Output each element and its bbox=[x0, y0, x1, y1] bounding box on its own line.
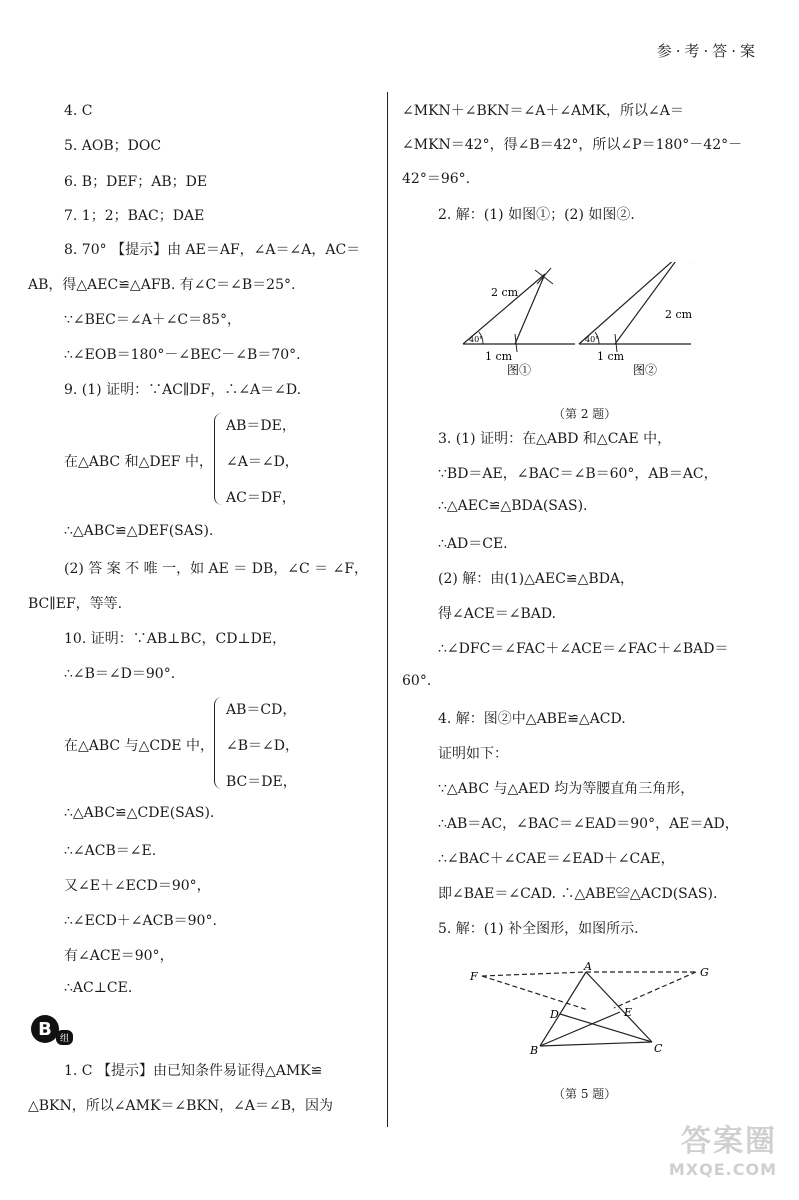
b-answer-3-line5: (2) 解：由(1)△AEC≌△BDA， bbox=[438, 571, 635, 587]
b-answer-4-line5: ∴∠BAC＋∠CAE＝∠EAD＋∠CAE， bbox=[438, 851, 675, 867]
answer-10-line4: ∴∠ACB＝∠E. bbox=[64, 843, 157, 859]
length-label-1cm: 1 cm bbox=[485, 350, 513, 363]
b-answer-3-line4: ∴AD＝CE. bbox=[438, 536, 508, 552]
answer-8-line3: ∵∠BEC＝∠A＋∠C＝85°， bbox=[64, 312, 241, 328]
answer-10-line8: ∴AC⊥CE. bbox=[64, 980, 133, 996]
point-C-label: C bbox=[654, 1042, 663, 1055]
answer-10-line1: 10. 证明：∵AB⊥BC，CD⊥DE， bbox=[64, 631, 287, 647]
b-answer-4-line3: ∵△ABC 与△AED 均为等腰直角三角形， bbox=[438, 781, 695, 797]
side-AB bbox=[540, 972, 586, 1046]
b-answer-1-line2: △BKN，所以∠AMK＝∠BKN，∠A＝∠B，因为 bbox=[28, 1098, 333, 1114]
answer-6: 6. B；DEF；AB；DE bbox=[64, 174, 208, 190]
point-E-label: E bbox=[624, 1006, 633, 1019]
ray-line bbox=[463, 274, 545, 344]
page-header: 参·考·答·案 bbox=[656, 42, 759, 60]
answer-8-line4: ∴∠EOB＝180°－∠BEC－∠B＝70°. bbox=[64, 347, 301, 363]
watermark-line2: MXQE.COM bbox=[668, 1160, 777, 1179]
dashed-line-FD bbox=[482, 976, 588, 1010]
b-answer-1-line3: ∠MKN＋∠BKN＝∠A＋∠AMK，所以∠A＝ bbox=[402, 103, 684, 119]
dashed-line-GE bbox=[614, 972, 696, 1008]
system-eq-a: AB＝CD， bbox=[226, 702, 297, 718]
b-answer-3-line3: ∴△AEC≌△BDA(SAS). bbox=[438, 498, 588, 514]
b-answer-3-line7: ∴∠DFC＝∠FAC＋∠ACE＝∠FAC＋∠BAD＝ bbox=[438, 641, 729, 657]
answer-7: 7. 1；2；BAC；DAE bbox=[64, 208, 205, 224]
group-b-badge: B bbox=[31, 1015, 59, 1043]
length-label-2cm: 2 cm bbox=[665, 308, 693, 321]
brace bbox=[214, 413, 223, 505]
system-eq-b: ∠B＝∠D， bbox=[226, 738, 299, 754]
answer-9-part2-cont: BC∥EF，等等. bbox=[28, 596, 123, 612]
system-eq-b: ∠A＝∠D， bbox=[226, 454, 299, 470]
system-prefix: 在△ABC 与△CDE 中， bbox=[64, 738, 214, 754]
answer-9-part2: (2) 答 案 不 唯 一，如 AE ＝ DB，∠C ＝ ∠F， bbox=[64, 561, 369, 577]
system-eq-c: AC＝DF， bbox=[226, 490, 296, 506]
answer-4: 4. C bbox=[64, 103, 93, 119]
system-prefix: 在△ABC 和△DEF 中， bbox=[64, 454, 213, 470]
answer-9-conclusion: ∴△ABC≌△DEF(SAS). bbox=[64, 523, 214, 539]
answer-8-line2: AB，得△AEC≌△AFB. 有∠C＝∠B＝25°. bbox=[28, 277, 296, 293]
answer-5: 5. AOB；DOC bbox=[64, 138, 162, 154]
b-answer-3-line2: ∵BD＝AE，∠BAC＝∠B＝60°，AB＝AC， bbox=[438, 466, 718, 482]
equation-system-1 bbox=[64, 411, 384, 511]
answer-10-line7: 有∠ACE＝90°， bbox=[64, 948, 174, 964]
answer-10-line2: ∴∠B＝∠D＝90°. bbox=[64, 666, 176, 682]
figure-title: 图② bbox=[633, 363, 658, 377]
figure-title: 图① bbox=[507, 363, 532, 377]
b-answer-1-line4: ∠MKN＝42°，得∠B＝42°，所以∠P＝180°－42°－ bbox=[402, 137, 743, 153]
b-answer-3-line8: 60°. bbox=[402, 673, 432, 689]
point-D-label: D bbox=[550, 1008, 559, 1021]
b-answer-4-line4: ∴AB＝AC，∠BAC＝∠EAD＝90°，AE＝AD， bbox=[438, 816, 739, 832]
answer-8-line1: 8. 70° 【提示】由 AE＝AF，∠A＝∠A，AC＝ bbox=[64, 242, 361, 258]
point-G-label: G bbox=[700, 966, 709, 979]
watermark bbox=[627, 1116, 777, 1186]
point-F-label: F bbox=[470, 970, 478, 983]
length-label-1cm: 1 cm bbox=[597, 350, 625, 363]
answer-10-line3: ∴△ABC≌△CDE(SAS). bbox=[64, 805, 215, 821]
b-answer-1-line5: 42°＝96°. bbox=[402, 171, 471, 187]
brace bbox=[214, 697, 223, 789]
figure-q2-a bbox=[463, 268, 575, 377]
b-answer-4-line1: 4. 解：图②中△ABE≌△ACD. bbox=[438, 711, 626, 727]
system-eq-c: BC＝DE， bbox=[226, 774, 297, 790]
b-answer-4-line6: 即∠BAE＝∠CAD. ∴△ABE≌△ACD(SAS). bbox=[438, 886, 718, 902]
side-BC bbox=[540, 1042, 652, 1046]
b-answer-3-line1: 3. (1) 证明：在△ABD 和△CAE 中， bbox=[438, 431, 672, 447]
point-B-label: B bbox=[530, 1044, 539, 1057]
answer-9-line1: 9. (1) 证明：∵AC∥DF，∴∠A＝∠D. bbox=[64, 382, 302, 398]
length-label-2cm: 2 cm bbox=[491, 286, 519, 299]
figure-q2-b bbox=[579, 262, 693, 377]
b-answer-3-line6: 得∠ACE＝∠BAD. bbox=[438, 606, 557, 622]
b-answer-5-line1: 5. 解：(1) 补全图形，如图所示. bbox=[438, 921, 639, 937]
equation-system-2 bbox=[64, 695, 384, 795]
column-divider bbox=[387, 92, 388, 1127]
answer-10-line5: 又∠E＋∠ECD＝90°， bbox=[64, 878, 211, 894]
b-answer-2: 2. 解：(1) 如图①；(2) 如图②. bbox=[438, 207, 635, 223]
arc-mark bbox=[535, 268, 553, 284]
figure-q5 bbox=[468, 962, 718, 1062]
angle-label: 40° bbox=[469, 335, 484, 344]
answer-10-line6: ∴∠ECD＋∠ACB＝90°. bbox=[64, 913, 217, 929]
b-answer-1-line1: 1. C 【提示】由已知条件易证得△AMK≌ bbox=[64, 1063, 323, 1079]
dashed-line-FA bbox=[482, 972, 586, 976]
side-line bbox=[515, 274, 545, 344]
b-answer-4-line2: 证明如下： bbox=[438, 746, 508, 762]
group-b-badge-sub: 组 bbox=[56, 1030, 73, 1045]
system-eq-a: AB＝DE， bbox=[226, 418, 296, 434]
figure-q5-caption: （第 5 题） bbox=[553, 1087, 617, 1101]
watermark-line1: 答案圈 bbox=[681, 1124, 777, 1159]
figure-q2 bbox=[455, 262, 695, 382]
point-A-label: A bbox=[584, 962, 592, 973]
ray-line bbox=[579, 262, 685, 344]
figure-q2-caption: （第 2 题） bbox=[553, 407, 617, 421]
angle-label: 40° bbox=[585, 335, 600, 344]
